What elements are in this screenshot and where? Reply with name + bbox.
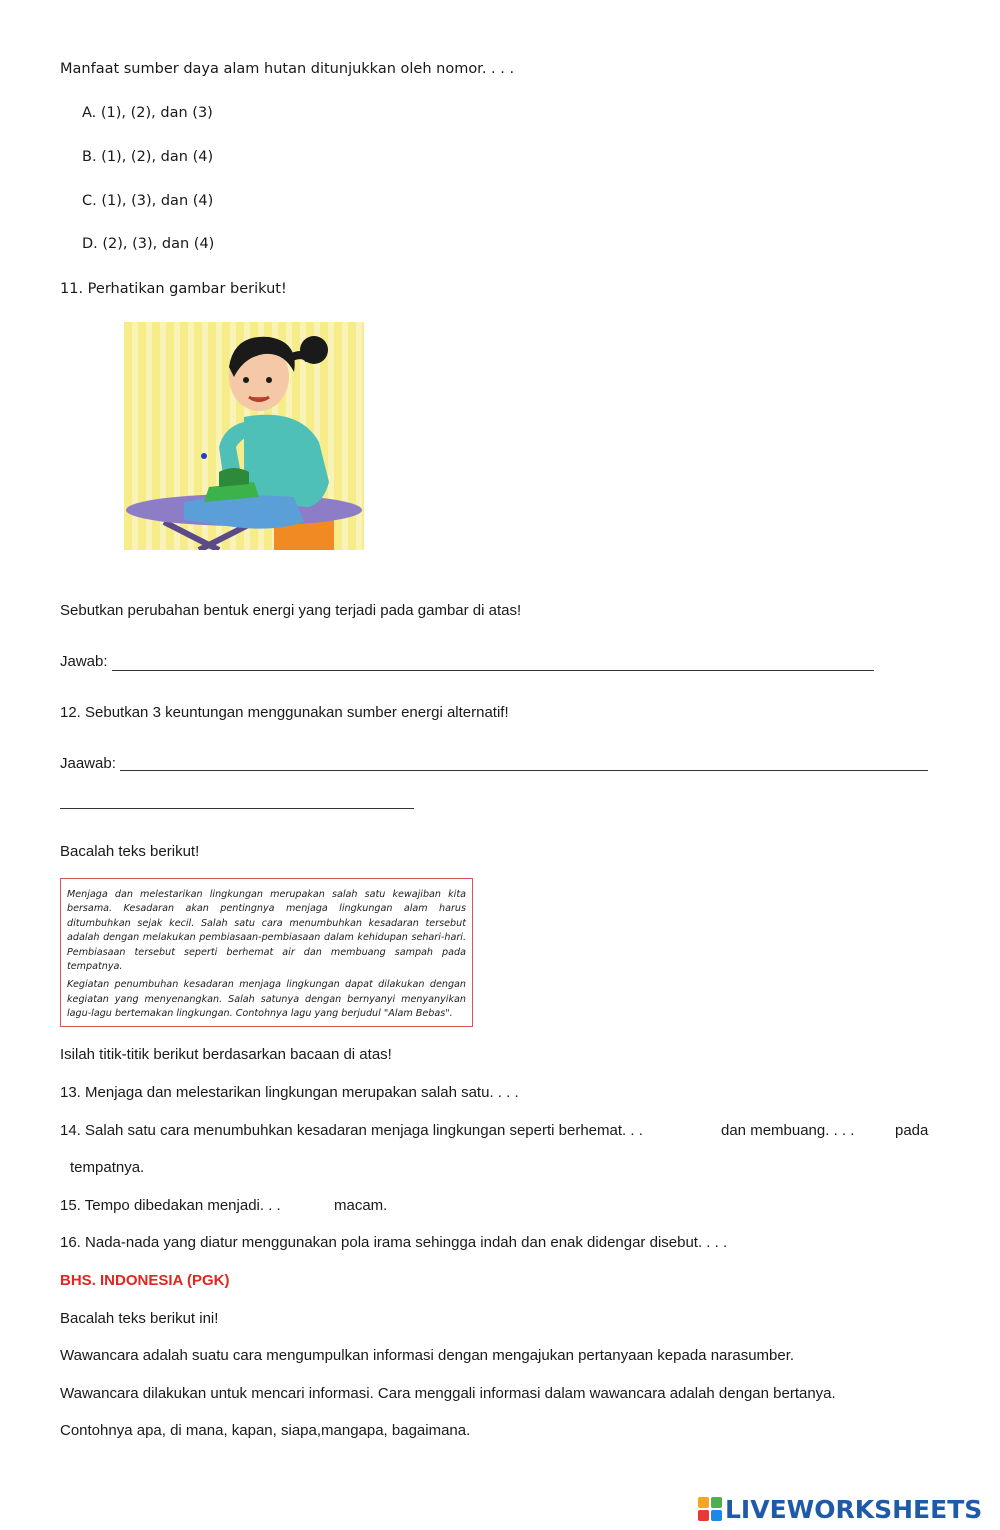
- girl-ironing-icon: [124, 322, 364, 550]
- question-13: 13. Menjaga dan melestarikan lingkungan merupakan salah satu. . . .: [60, 1084, 519, 1101]
- question-11-answer-field[interactable]: [112, 670, 874, 671]
- reading-heading: Bacalah teks berikut!: [60, 843, 200, 860]
- question-12-answer-field-continued[interactable]: [60, 808, 414, 809]
- option-d[interactable]: D. (2), (3), dan (4): [82, 236, 215, 252]
- option-c[interactable]: C. (1), (3), dan (4): [82, 193, 214, 209]
- liveworksheets-logo[interactable]: [698, 1494, 982, 1524]
- section-text-line-3: Contohnya apa, di mana, kapan, siapa,mangapa, bagaimana.: [60, 1422, 471, 1439]
- question-10-stem: Manfaat sumber daya alam hutan ditunjukkan oleh nomor. . . .: [60, 61, 515, 77]
- section-intro: Bacalah teks berikut ini!: [60, 1310, 219, 1327]
- question-14-text-2: dan membuang. . . .: [721, 1122, 855, 1139]
- question-15-text: 15. Tempo dibedakan menjadi. . .: [60, 1197, 281, 1214]
- question-12-label: 12. Sebutkan 3 keuntungan menggunakan sumber energi alternatif!: [60, 704, 509, 721]
- option-a[interactable]: A. (1), (2), dan (3): [82, 105, 213, 121]
- section-text-line-2: Wawancara dilakukan untuk mencari informasi. Cara menggali informasi dalam wawancara adalah dengan bertanya.: [60, 1385, 836, 1402]
- option-b[interactable]: B. (1), (2), dan (4): [82, 149, 214, 165]
- girl-ironing-illustration: [124, 322, 364, 550]
- question-12-answer-label: Jaawab:: [60, 755, 116, 772]
- question-14-text-4: tempatnya.: [70, 1159, 145, 1176]
- question-12-answer-field[interactable]: [120, 770, 928, 771]
- reading-text-box: [60, 878, 473, 1027]
- question-11-answer-label: Jawab:: [60, 653, 108, 670]
- section-heading-bhs-indonesia: BHS. INDONESIA (PGK): [60, 1272, 230, 1289]
- liveworksheets-mark-icon: [698, 1497, 722, 1521]
- reading-instruction: Isilah titik-titik berikut berdasarkan bacaan di atas!: [60, 1046, 392, 1063]
- reading-paragraph-2: Kegiatan penumbuhan kesadaran menjaga lingkungan dapat dilakukan dengan kegiatan yang menyenangkan. Salah satunya dengan bernyanyi menyanyikan lagu-lagu bertemakan lingkungan. Contohnya lagu yang berjudul "Alam Bebas".: [67, 979, 466, 1020]
- question-16: 16. Nada-nada yang diatur menggunakan pola irama sehingga indah dan enak didengar disebut. . . .: [60, 1234, 728, 1251]
- question-11-prompt: Sebutkan perubahan bentuk energi yang terjadi pada gambar di atas!: [60, 602, 522, 619]
- reading-paragraph-1: Menjaga dan melestarikan lingkungan merupakan salah satu kewajiban kita bersama. Kesadaran akan pentingnya menjaga lingkungan alam harus ditumbuhkan sejak kecil. Salah satu cara menumbuhkan kesadaran tersebut adalah dengan melakukan pembiasaan-pembiasaan dalam kehidupan sehari-hari. Pembiasaan tersebut seperti berhemat air dan membuang sampah pada tempatnya.: [67, 889, 466, 973]
- question-15-text-2: macam.: [334, 1197, 388, 1214]
- liveworksheets-wordmark: LIVEWORKSHEETS: [725, 1494, 983, 1524]
- section-text-line-1: Wawancara adalah suatu cara mengumpulkan informasi dengan mengajukan pertanyaan kepada narasumber.: [60, 1347, 795, 1364]
- question-14-text: 14. Salah satu cara menumbuhkan kesadaran menjaga lingkungan seperti berhemat. . .: [60, 1122, 643, 1139]
- question-11-label: 11. Perhatikan gambar berikut!: [60, 281, 287, 297]
- question-14-text-3: pada: [895, 1122, 929, 1139]
